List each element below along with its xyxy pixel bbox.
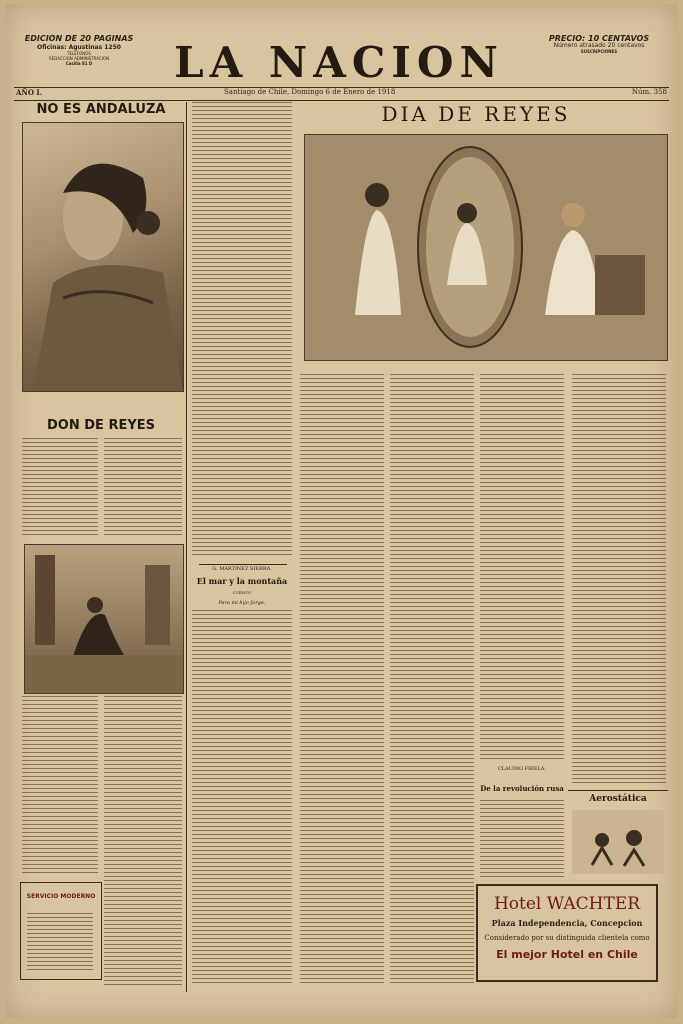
portrait-photo <box>22 122 184 392</box>
hotel-slogan: El mejor Hotel en Chile <box>496 948 638 961</box>
aerostatica-title: Aerostática <box>589 794 647 804</box>
aerostatica-rule <box>568 790 668 791</box>
headline-dia-de-reyes: DIA DE REYES <box>381 102 571 126</box>
story-dedication: Para mi hijo Jorge. <box>218 600 266 606</box>
left-ad-title: SERVICIO MODERNO <box>26 893 96 900</box>
mid-text-col1-top <box>192 102 292 557</box>
illustration-kings <box>24 544 184 694</box>
don-de-reyes-text-col1 <box>22 438 98 538</box>
hotel-name: Hotel WACHTER <box>493 894 641 914</box>
edition-label: EDICION DE 20 PAGINAS <box>24 34 134 43</box>
headline-no-es-andaluza: NO ES ANDALUZA <box>36 102 166 117</box>
revolucion-headline: De la revolución rusa <box>480 784 564 793</box>
don-de-reyes-text-col2 <box>104 438 182 538</box>
revolucion-text <box>480 800 564 880</box>
hotel-tagline: Considerado por su distinguida clientela como <box>484 934 650 942</box>
story-genre: CUENTO <box>232 590 252 595</box>
departments-label: REDACCION ADMINISTRACION <box>48 56 110 61</box>
date-label: Santiago de Chile, Domingo 6 de Enero de 1918 <box>224 88 396 96</box>
story-title: El mar y la montaña <box>196 576 288 586</box>
subscriptions-label: SUSCRIPCIONES <box>580 49 618 54</box>
aerostatica-cartoon <box>572 810 664 874</box>
children-photo-caption <box>304 360 666 370</box>
po-box-label: Casilla 81 D <box>65 61 93 66</box>
right-text-col <box>572 374 666 784</box>
price-label: PRECIO: 10 CENTAVOS <box>548 34 650 43</box>
newspaper-title: LA NACION <box>174 38 504 87</box>
mid-text-col2 <box>300 374 384 986</box>
mid-text-col4-top <box>480 374 564 762</box>
author-label: G. MARTINEZ SIERRA. <box>212 566 272 572</box>
portrait-illustration <box>23 123 183 391</box>
back-issue-label: Número atrasado 20 centavos <box>553 42 645 49</box>
author-rule <box>199 564 287 565</box>
year-label: AÑO I. <box>16 88 43 97</box>
kings-illustration <box>25 545 183 693</box>
balloon-cartoon-illustration <box>572 810 664 874</box>
children-photo-illustration <box>305 135 667 360</box>
left-text-block-b <box>104 696 182 986</box>
masthead-left-box <box>14 34 144 66</box>
newspaper-page <box>6 4 677 1018</box>
advertisement-left <box>20 882 102 980</box>
headline-don-de-reyes: DON DE REYES <box>47 418 155 433</box>
dateline-rule <box>14 100 669 101</box>
left-ad-body <box>27 913 93 973</box>
children-photo <box>304 134 668 361</box>
masthead-right-box <box>529 34 669 54</box>
hotel-wachter-ad <box>476 884 658 982</box>
mid-text-col3 <box>390 374 474 986</box>
column-rule-1 <box>186 102 187 992</box>
mid-text-col1-bottom <box>192 610 292 986</box>
masthead <box>14 34 669 88</box>
issue-number: Núm. 358 <box>631 88 667 96</box>
hotel-address: Plaza Independencia, Concepcion <box>491 918 643 928</box>
claudio-signature: CLAUDIO FRIELA. <box>497 766 547 772</box>
dateline <box>14 88 669 100</box>
left-text-block-a <box>22 696 98 876</box>
telephones-label: TELEFONOS <box>67 51 91 56</box>
offices-label: Oficinas: Agustinas 1250 <box>37 44 121 51</box>
portrait-caption <box>22 394 182 404</box>
